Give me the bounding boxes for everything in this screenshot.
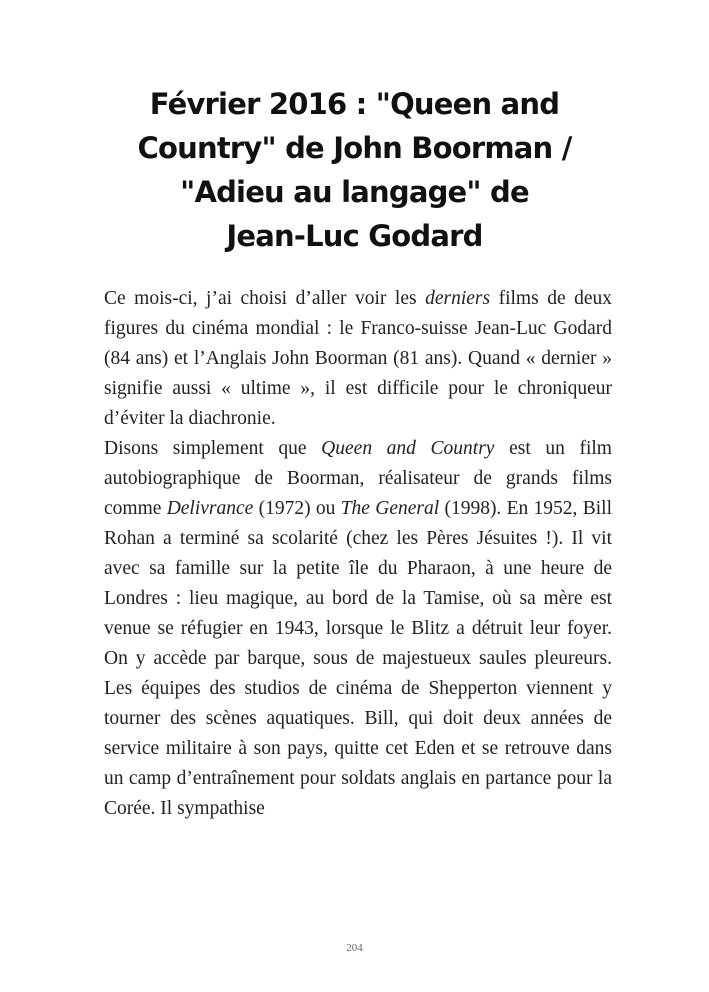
text-run: (1998). En 1952, Bill Rohan a terminé sa scolarité (chez les Pères Jésuites !). Il vit avec sa famille sur la petite île du Pharaon, à une heure de Londres : lieu magique, au bord de la Tamise, où sa mère est venue se réfugier en 1943, lorsque le Blitz a détruit leur foyer. On y accède par barque, sous de majestueux saules pleureurs. Les équipes des studios de cinéma de Shepperton viennent y tourner des scènes aquatiques. Bill, qui doit deux années de service militaire à son pays, quitte cet Eden et se retrouve dans un camp d’entraînement pour soldats anglais en partance pour la Corée. Il sympathise: [104, 498, 612, 819]
text-run: films de deux figures du cinéma mondial : le Franco-suisse Jean-Luc Godard (84 ans) et l’Anglais John Boorman (81 ans). Quand « dernier » signifie aussi « ultime », il est difficile pour le chroniqueur d’éviter la diachronie.: [104, 288, 613, 429]
italic-text: derniers: [425, 288, 491, 309]
film-title-italic: Delivrance: [166, 498, 254, 519]
title-line: Février 2016 : "Queen and: [149, 87, 560, 121]
title-line: Jean-Luc Godard: [226, 219, 483, 253]
title-line: "Adieu au langage" de: [180, 175, 529, 209]
paragraph-queen-and-country: [104, 434, 612, 824]
text-run: Disons simplement que: [104, 438, 322, 459]
title-line: Country" de John Boorman /: [137, 131, 572, 165]
film-title-italic: The General: [340, 498, 440, 519]
film-title-italic: Queen and Country: [321, 438, 495, 459]
article-title: [60, 82, 649, 258]
text-run: Ce mois-ci, j’ai choisi d’aller voir les: [104, 288, 426, 309]
text-run: (1972) ou: [253, 498, 341, 519]
page-number: 204: [346, 942, 363, 954]
paragraph-intro: [104, 284, 612, 434]
article-body: [104, 284, 612, 824]
text-run: est un film autobiographique de Boorman, réalisateur de grands films comme: [104, 438, 612, 519]
